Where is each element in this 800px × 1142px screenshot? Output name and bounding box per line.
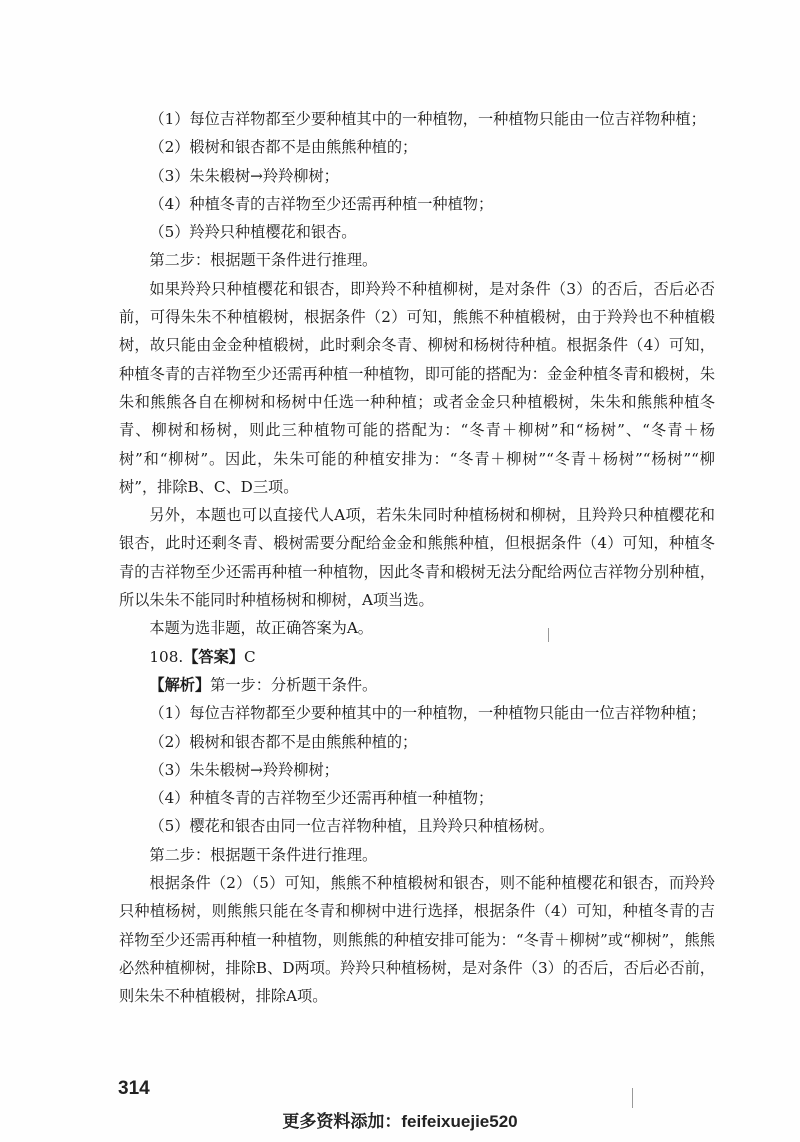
step-two-heading: 第二步：根据题干条件进行推理。 xyxy=(149,251,378,270)
step-one-heading: 第一步：分析题干条件。 xyxy=(210,675,378,694)
q108-condition-3: （3）朱朱椴树→羚羚柳树； xyxy=(149,760,339,779)
q108-condition-1: （1）每位吉祥物都至少要种植其中的一种植物，一种植物只能由一位吉祥物种植； xyxy=(149,704,706,723)
answer-value: C xyxy=(243,647,256,666)
condition-3: （3）朱朱椴树→羚羚柳树； xyxy=(149,166,339,185)
condition-2: （2）椴树和银杏都不是由熊熊种植的； xyxy=(149,138,418,157)
q108-reasoning-paragraph: 根据条件（2）（5）可知，熊熊不种植椴树和银杏，则不能种植樱花和银杏，而羚羚只种植杨树，则熊熊只能在冬青和柳树中进行选择，根据条件（4）可知，种植冬青的吉祥物至少还需再种植一种植物，则熊熊的种植安排可能为：“冬青＋柳树”或“柳树”，熊熊必然种植柳树，排除B、D两项。羚羚只种植杨树，是对条件（3）的否后，否后必否前，则朱朱不种植椴树，排除A项。 xyxy=(119,874,715,1006)
conclusion: 本题为选非题，故正确答案为A。 xyxy=(149,619,373,638)
footer-note: 更多资料添加：feifeixuejie520 xyxy=(282,1112,518,1131)
answer-tag: 【答案】 xyxy=(183,647,244,666)
body-text xyxy=(119,105,715,1011)
analysis-tag: 【解析】 xyxy=(149,675,211,694)
scan-mark xyxy=(548,628,549,642)
q108-answer-line xyxy=(119,643,715,671)
alternative-paragraph: 另外，本题也可以直接代人A项，若朱朱同时种植杨树和柳树，且羚羚只种植樱花和银杏，此时还剩冬青、椴树需要分配给金金和熊熊种植，但根据条件（4）可知，种植冬青的吉祥物至少还需再种植一种植物，因此冬青和椴树无法分配给两位吉祥物分别种植，所以朱朱不能同时种植杨树和柳树，A项当选。 xyxy=(119,506,715,610)
condition-5: （5）羚羚只种植樱花和银杏。 xyxy=(149,223,357,242)
condition-1: （1）每位吉祥物都至少要种植其中的一种植物，一种植物只能由一位吉祥物种植； xyxy=(149,110,706,128)
scan-mark xyxy=(632,1088,633,1108)
page-number: 314 xyxy=(118,1078,150,1099)
q108-condition-4: （4）种植冬青的吉祥物至少还需再种植一种植物； xyxy=(149,789,494,808)
q108-condition-2: （2）椴树和银杏都不是由熊熊种植的； xyxy=(149,732,418,751)
q108-condition-5: （5）樱花和银杏由同一位吉祥物种植，且羚羚只种植杨树。 xyxy=(149,817,554,836)
q108-analysis-line xyxy=(119,671,715,699)
question-number: 108. xyxy=(149,647,184,666)
reasoning-paragraph: 如果羚羚只种植樱花和银杏，即羚羚不种植柳树，是对条件（3）的否后，否后必否前，可得朱朱不种植椴树，根据条件（2）可知，熊熊不种植椴树，由于羚羚也不种植椴树，故只能由金金种植椴树，此时剩余冬青、柳树和杨树待种植。根据条件（4）可知，种植冬青的吉祥物至少还需再种植一种植物，即可能的搭配为：金金种植冬青和椴树，朱朱和熊熊各自在柳树和杨树中任选一种种植；或者金金只种植椴树，朱朱和熊熊种植冬青、柳树和杨树，则此三种植物可能的搭配为：“冬青＋柳树”和“杨树”、“冬青＋杨树”和“柳树”。因此，朱朱可能的种植安排为：“冬青＋柳树”“冬青＋杨树”“杨树”“柳树”，排除B、C、D三项。 xyxy=(119,279,715,496)
q108-step-two-heading: 第二步：根据题干条件进行推理。 xyxy=(149,845,378,864)
condition-4: （4）种植冬青的吉祥物至少还需再种植一种植物； xyxy=(149,194,494,213)
